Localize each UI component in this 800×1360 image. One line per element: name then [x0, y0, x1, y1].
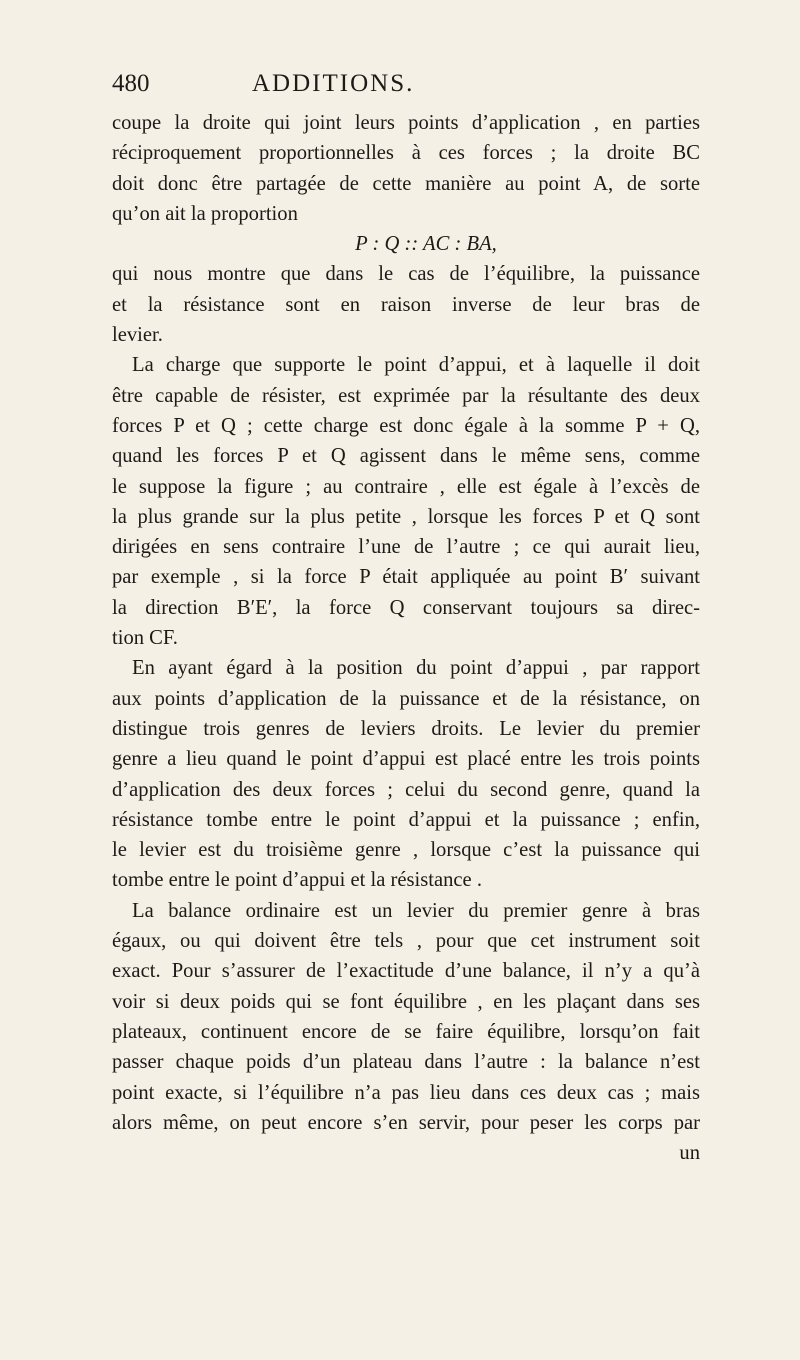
text-line: En ayant égard à la position du point d’appui , par rapport — [132, 657, 700, 680]
text-line: levier. — [112, 324, 163, 347]
text-line: un — [679, 1142, 700, 1165]
text-line: le levier est du troisième genre , lorsque c’est la puissance qui — [112, 839, 700, 862]
text-line: qu’on ait la proportion — [112, 202, 298, 225]
text-line: dirigées en sens contraire l’une de l’autre ; ce qui aurait lieu, — [112, 536, 700, 559]
text-line: et la résistance sont en raison inverse de leur bras de — [112, 293, 700, 316]
page-header — [112, 70, 700, 110]
text-line: distingue trois genres de leviers droits. Le levier du premier — [112, 717, 700, 740]
text-line: La balance ordinaire est un levier du premier genre à bras — [132, 899, 700, 922]
text-line: qui nous montre que dans le cas de l’équilibre, la puissance — [112, 263, 700, 286]
text-line: quand les forces P et Q agissent dans le même sens, comme — [112, 445, 700, 468]
text-line: genre a lieu quand le point d’appui est placé entre les trois points — [112, 748, 700, 771]
text-line: le suppose la figure ; au contraire , elle est égale à l’excès de — [112, 475, 700, 498]
text-line: passer chaque poids d’un plateau dans l’autre : la balance n’est — [112, 1051, 700, 1074]
running-head: ADDITIONS. — [252, 70, 415, 97]
text-line: être capable de résister, est exprimée par la résultante des deux — [112, 384, 700, 407]
text-line: forces P et Q ; cette charge est donc égale à la somme P + Q, — [112, 414, 700, 437]
text-line: alors même, on peut encore s’en servir, pour peser les corps par — [112, 1111, 700, 1134]
text-line: par exemple , si la force P était appliquée au point B′ suivant — [112, 566, 700, 589]
text-line: tombe entre le point d’appui et la résistance . — [112, 869, 482, 892]
text-line: coupe la droite qui joint leurs points d’application , en parties — [112, 112, 700, 134]
text-line: doit donc être partagée de cette manière au point A, de sorte — [112, 172, 700, 195]
text-line: plateaux, continuent encore de se faire équilibre, lorsqu’on fait — [112, 1020, 700, 1043]
text-line: la direction B′E′, la force Q conservant toujours sa direc- — [112, 596, 700, 619]
text-line: aux points d’application de la puissance et de la résistance, on — [112, 687, 700, 710]
text-line: point exacte, si l’équilibre n’a pas lieu dans ces deux cas ; mais — [112, 1081, 700, 1104]
text-line: réciproquement proportionnelles à ces forces ; la droite BC — [112, 142, 700, 165]
text-line: voir si deux poids qui se font équilibre , en les plaçant dans ses — [112, 990, 700, 1013]
text-line: La charge que supporte le point d’appui, et à laquelle il doit — [132, 354, 700, 377]
text-line: égaux, ou qui doivent être tels , pour que cet instrument soit — [112, 930, 700, 953]
text-line: tion CF. — [112, 627, 178, 650]
page-number: 480 — [112, 70, 150, 97]
body-text — [112, 108, 700, 1168]
text-line: d’application des deux forces ; celui du second genre, quand la — [112, 778, 700, 801]
text-line: la plus grande sur la plus petite , lorsque les forces P et Q sont — [112, 505, 700, 528]
text-line: exact. Pour s’assurer de l’exactitude d’une balance, il n’y a qu’à — [112, 960, 700, 983]
text-line: résistance tombe entre le point d’appui et la puissance ; enfin, — [112, 808, 700, 831]
text-line: P : Q :: AC : BA, — [355, 233, 497, 256]
